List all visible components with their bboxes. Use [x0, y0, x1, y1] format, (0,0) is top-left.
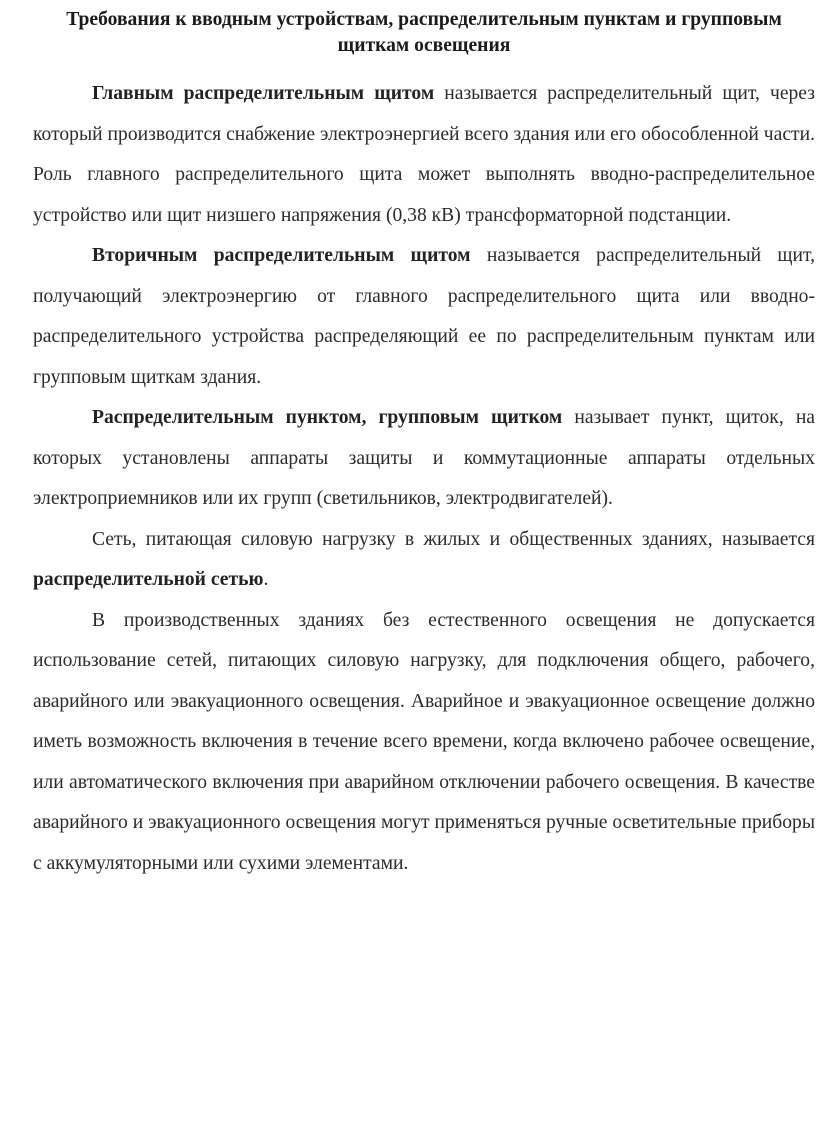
document-title: Требования к вводным устройствам, распределительным пунктам и групповым щиткам освещения — [66, 9, 782, 56]
paragraph-text: называется распределительный щит, получающий электроэнергию от главного распределительного щита или вводно-распределительного устройства распределяющий ее по распределительным пунктам или групповым щиткам здания. — [33, 245, 815, 388]
paragraph-distribution-network — [33, 520, 815, 601]
term-distribution-network: распределительной сетью — [33, 569, 264, 590]
term-main-switchboard: Главным распределительным щитом — [92, 83, 435, 104]
term-secondary-switchboard: Вторичным распределительным щитом — [92, 245, 471, 266]
paragraph-text-end: . — [263, 569, 269, 590]
paragraph-text: называется распределительный щит, через который производится снабжение электроэнергией всего здания или его обособленной части. Роль главного распределительного щита может выполнять вводно-распределительное устройство или щит низшего напряжения (0,38 кВ) трансформаторной подстанции. — [33, 83, 815, 226]
paragraph-emergency-lighting — [33, 601, 815, 885]
document-page — [33, 0, 815, 884]
term-distribution-point: Распределительным пунктом, групповым щитком — [92, 407, 563, 428]
paragraph-secondary-switchboard — [33, 236, 815, 398]
paragraph-text: называет пункт, щиток, на которых установлены аппараты защиты и коммутационные аппараты отдельных электроприемников или их групп (светильников, электродвигателей). — [33, 407, 815, 509]
paragraph-text: Сеть, питающая силовую нагрузку в жилых и общественных зданиях, называется — [92, 528, 815, 550]
paragraph-distribution-point — [33, 398, 815, 520]
paragraph-main-switchboard — [33, 74, 815, 236]
paragraph-text: В производственных зданиях без естественного освещения не допускается использование сетей, питающих силовую нагрузку, для подключения общего, рабочего, аварийного или эвакуационного освещения. Аварийное и эвакуационное освещение должно иметь возможность включения в течение всего времени, когда включено рабочее освещение, или автоматического включения при аварийном отключении рабочего освещения. В качестве аварийного и эвакуационного освещения могут применяться ручные осветительные приборы с аккумуляторными или сухими элементами. — [33, 609, 815, 874]
